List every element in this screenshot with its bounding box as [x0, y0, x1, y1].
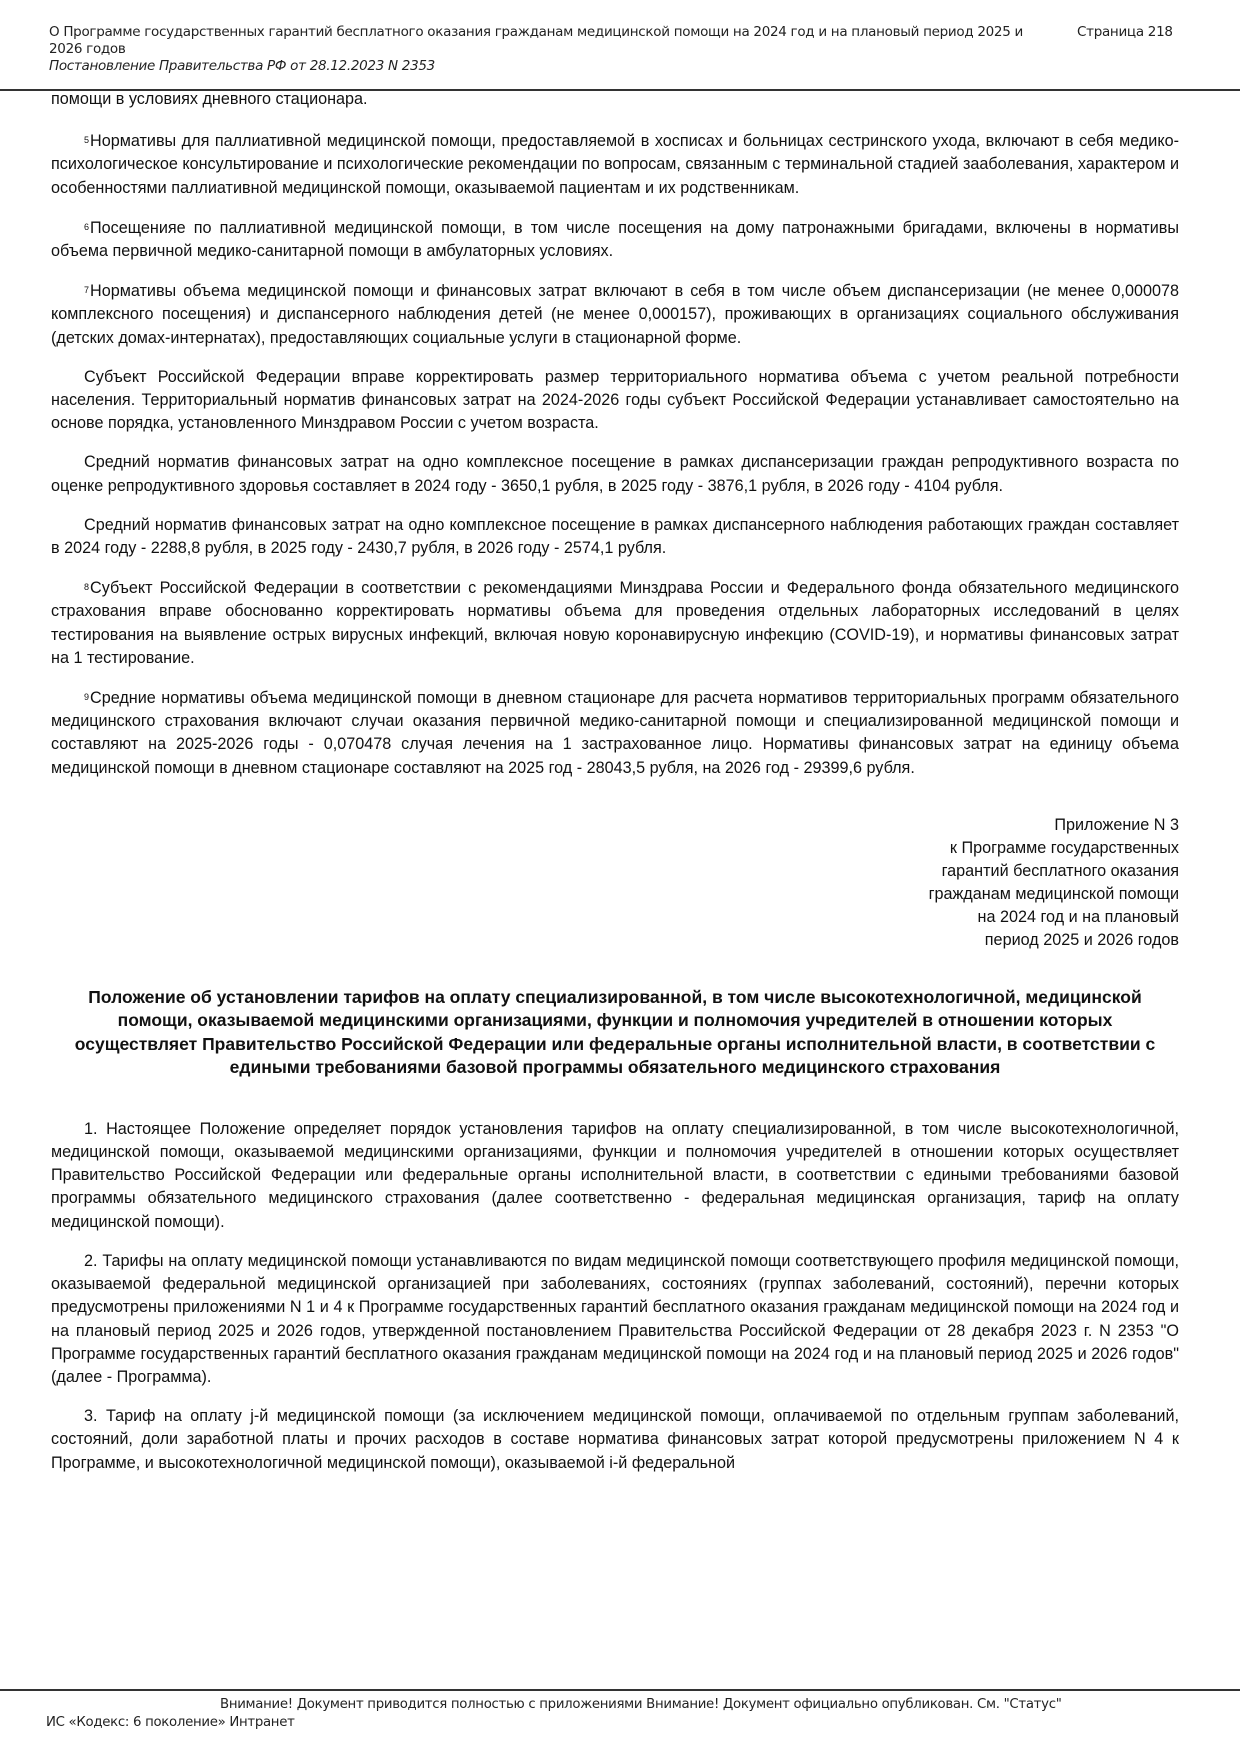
paragraph: Средний норматив финансовых затрат на одно комплексное посещение в рамках диспансеризации граждан репродуктивного возраста по оценке репродуктивного здоровья составляет в 2024 году - 3650,1 рубля, в 2025 году - 3876,1 рубля, в 2026 году - 4104 рубля. — [51, 453, 1179, 495]
footnote-9 — [51, 686, 1179, 780]
footnote-marker: 8 — [84, 582, 90, 593]
appendix-line: к Программе государственных — [949, 838, 1179, 857]
appendix-line: на 2024 год и на плановый — [977, 907, 1179, 926]
footnote-text: Субъект Российской Федерации в соответствии с рекомендациями Минздрава России и Федерального фонда обязательного медицинского страхования вправе обоснованно корректировать нормативы объема для проведения отдельных лабораторных исследований в целях тестирования на выявление острых вирусных инфекций, включая новую коронавирусную инфекцию (COVID-19), и нормативы финансовых затрат на 1 тестирование. — [51, 579, 1179, 667]
appendix-line: Приложение N 3 — [1054, 815, 1179, 834]
document-body — [51, 88, 1179, 1491]
footer-divider — [0, 1689, 1240, 1691]
continuation-text: помощи в условиях дневного стационара. — [51, 90, 368, 108]
appendix-line: гарантий бесплатного оказания — [941, 861, 1179, 880]
paragraph: Средний норматив финансовых затрат на одно комплексное посещение в рамках диспансерного наблюдения работающих граждан составляет в 2024 году - 2288,8 рубля, в 2025 году - 2430,7 рубля, в 2026 году - 2574,1 рубля. — [51, 515, 1179, 558]
footer-system-label: ИС «Кодекс: 6 поколение» Интранет — [46, 1715, 295, 1730]
footnote-text: Нормативы объема медицинской помощи и финансовых затрат включают в себя в том числе объем диспансеризации (не менее 0,000078 комплексного посещения) и диспансерного наблюдения детей (не менее 0,000157), проживающих в организациях социального обслуживания (детских домах-интернатах), предоставляющих социальные услуги в стационарной форме. — [51, 282, 1179, 347]
document-title: О Программе государственных гарантий бесплатного оказания гражданам медицинской помощи на 2024 год и на плановый период 2025 и 2026 годов — [49, 24, 1023, 57]
footnote-text: Нормативы для паллиативной медицинской помощи, предоставляемой в хосписах и больницах сестринского ухода, включают в себя медико-психологическое консультирование и психологические рекомендации по вопросам, связанным с терминальной стадией зааболевания, характером и особенностями паллиативной медицинской помощи, оказываемой пациентам и их родственникам. — [51, 132, 1179, 197]
footnote-8 — [51, 576, 1179, 670]
footnote-text: Посещенияе по паллиативной медицинской помощи, в том числе посещения на дому патронажными бригадами, включены в нормативы объема первичной медико-санитарной помощи в амбулаторных условиях. — [51, 218, 1179, 261]
section-item-2: 2. Тарифы на оплату медицинской помощи устанавливаются по видам медицинской помощи соответствующего профиля медицинской помощи, оказываемой федеральной медицинской организацией при заболеваниях, состояниях (группах заболеваний, состояний), перечни которых предусмотрены приложениями N 1 и 4 к Программе государственных гарантий бесплатного оказания гражданам медицинской помощи на 2024 год и на плановый период 2025 и 2026 годов, утвержденной постановлением Правительства Российской Федерации от 28 декабря 2023 г. N 2353 "О Программе государственных гарантий бесплатного оказания гражданам медицинской помощи на 2024 год и на плановый период 2025 и 2026 годов" (далее - Программа). — [51, 1251, 1179, 1386]
footnote-5 — [51, 129, 1179, 200]
page-number: Страница 218 — [1077, 24, 1173, 40]
footnote-7 — [51, 279, 1179, 350]
document-subtitle: Постановление Правительства РФ от 28.12.2023 N 2353 — [49, 58, 435, 74]
paragraph: Субъект Российской Федерации вправе корректировать размер территориального норматива объема с учетом реальной потребности населения. Территориальный норматив финансовых затрат на 2024-2026 годы субъект Российской Федерации устанавливает самостоятельно на основе порядка, установленного Минздравом России с учетом возраста. — [51, 367, 1179, 433]
footnote-marker: 5 — [84, 135, 90, 146]
footnote-marker: 6 — [84, 221, 90, 232]
footnote-marker: 9 — [84, 692, 90, 703]
footer-notice: Внимание! Документ приводится полностью с приложениями Внимание! Документ официально опубликован. См. "Статус" — [220, 1697, 1062, 1712]
footnote-marker: 7 — [84, 285, 90, 296]
section-item-3: 3. Тариф на оплату j-й медицинской помощи (за исключением медицинской помощи, оплачиваемой по отдельным группам заболеваний, состояний, доли заработной платы и прочих расходов в составе норматива финансовых затрат которой предусмотрены приложением N 4 к Программе, и высокотехнологичной медицинской помощи), оказываемой i-й федеральной — [51, 1407, 1179, 1472]
appendix-line: гражданам медицинской помощи — [928, 884, 1179, 903]
footnote-6 — [51, 216, 1179, 263]
page-header — [49, 24, 1199, 75]
section-title: Положение об установлении тарифов на оплату специализированной, в том числе высокотехнологичной, медицинской помощи, оказываемой медицинскими организациями, функции и полномочия учредителей в отношении которых осуществляет Правительство Российской Федерации или федеральные органы исполнительной власти, в соответствии с едиными требованиями базовой программы обязательного медицинского страхования — [74, 986, 1156, 1078]
footnote-text: Средние нормативы объема медицинской помощи в дневном стационаре для расчета нормативов территориальных программ обязательного медицинского страхования включают случаи оказания первичной медико-санитарной помощи и специализированной медицинской помощи и составляют на 2025-2026 годы - 0,070478 случая лечения на 1 застрахованное лицо. Нормативы финансовых затрат на единицу объема медицинской помощи в дневном стационаре составляют на 2025 год - 28043,5 рубля, на 2026 год - 29399,6 рубля. — [51, 689, 1179, 777]
appendix-line: период 2025 и 2026 годов — [984, 930, 1179, 949]
appendix-heading — [51, 814, 1179, 952]
section-item-1: 1. Настоящее Положение определяет порядок установления тарифов на оплату специализированной, в том числе высокотехнологичной, медицинской помощи, оказываемой медицинскими организациями, функции и полномочия учредителей в отношении которых осуществляет Правительство Российской Федерации или федеральные органы исполнительной власти, в соответствии с едиными требованиями базовой программы обязательного медицинского страхования (далее соответственно - федеральная медицинская организация, тариф на оплату медицинской помощи). — [51, 1119, 1179, 1231]
